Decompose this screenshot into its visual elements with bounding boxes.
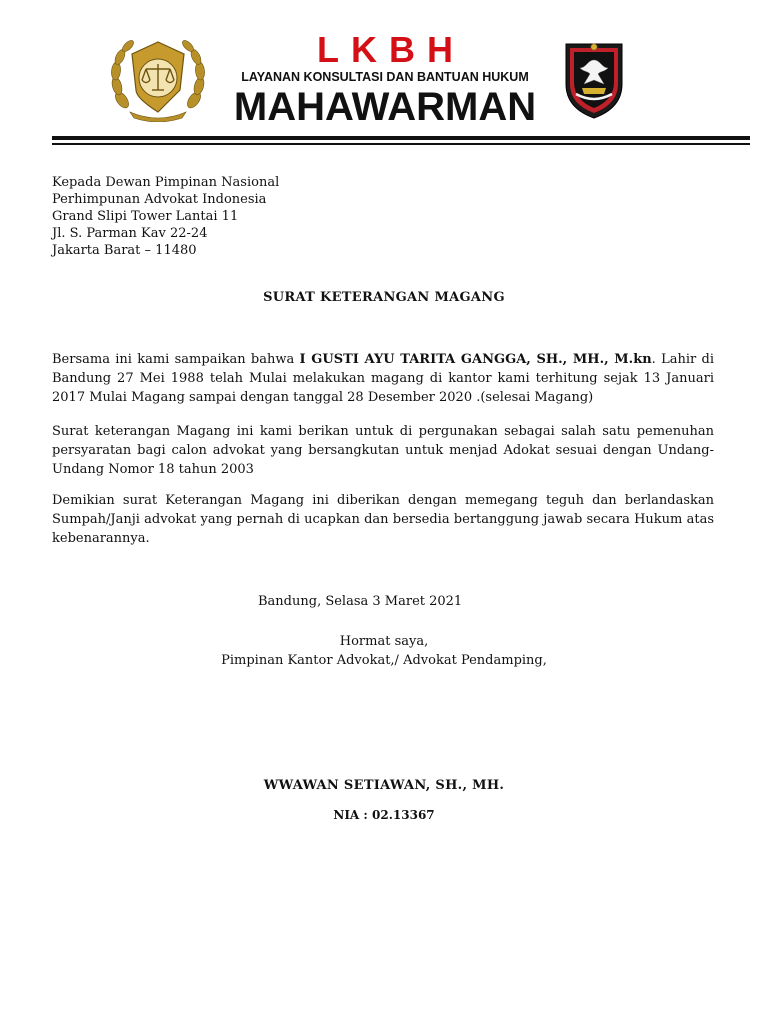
recipient-address <box>52 174 279 259</box>
letterhead <box>0 0 768 150</box>
address-line: Kepada Dewan Pimpinan Nasional <box>52 175 280 190</box>
letterhead-thin-rule <box>52 143 750 145</box>
address-line: Jakarta Barat – 11480 <box>52 243 197 258</box>
letterhead-name: MAHAWARMAN <box>233 85 537 129</box>
paragraph-purpose: Surat keterangan Magang ini kami berikan untuk di pergunakan sebagai salah satu pemenuhan persyaratan bagi calon advokat yang bersangkutan untuk menjad Adokat sesuai dengan Undang-Undang Nomor 18 tahun 2003 <box>52 424 714 477</box>
scales-of-justice-emblem-icon <box>108 38 208 122</box>
signer-position: Pimpinan Kantor Advokat,/ Advokat Pendamping, <box>221 653 547 668</box>
address-line: Jl. S. Parman Kav 22-24 <box>52 226 208 241</box>
signer-nia: NIA : 02.13367 <box>333 808 435 822</box>
intro-text: Bersama ini kami sampaikan bahwa <box>52 352 300 367</box>
letterhead-acronym: LKBH <box>317 29 465 70</box>
paragraph-closing: Demikian surat Keterangan Magang ini diberikan dengan memegang teguh dan berlandaskan Sumpah/Janji advokat yang pernah di ucapkan dan bersedia bertanggung jawab secara Hukum atas kebenarannya. <box>52 493 714 546</box>
intro-text-continued: . Lahir di Bandung 27 Mei 1988 telah Mulai melakukan magang di kantor kami terhitung sejak 13 Januari 2017 Mulai Magang sampai dengan tanggal 28 Desember 2020 .(selesai Magang) <box>52 352 714 405</box>
eagle-shield-emblem-icon <box>560 38 628 120</box>
regards-label: Hormat saya, <box>339 634 429 649</box>
address-line: Grand Slipi Tower Lantai 11 <box>52 209 239 224</box>
regards-block <box>0 632 768 670</box>
signer-name: WWAWAN SETIAWAN, SH., MH. <box>263 778 505 793</box>
letterhead-subtitle: LAYANAN KONSULTASI DAN BANTUAN HUKUM <box>241 70 529 84</box>
document-title: SURAT KETERANGAN MAGANG <box>263 290 505 305</box>
address-line: Perhimpunan Advokat Indonesia <box>52 192 267 207</box>
intern-name: I GUSTI AYU TARITA GANGGA, SH., MH., M.kn <box>299 352 652 367</box>
letterhead-thick-rule <box>52 136 750 140</box>
paragraph-intro <box>52 350 714 407</box>
regards-text <box>0 632 768 651</box>
place-date: Bandung, Selasa 3 Maret 2021 <box>258 594 463 609</box>
